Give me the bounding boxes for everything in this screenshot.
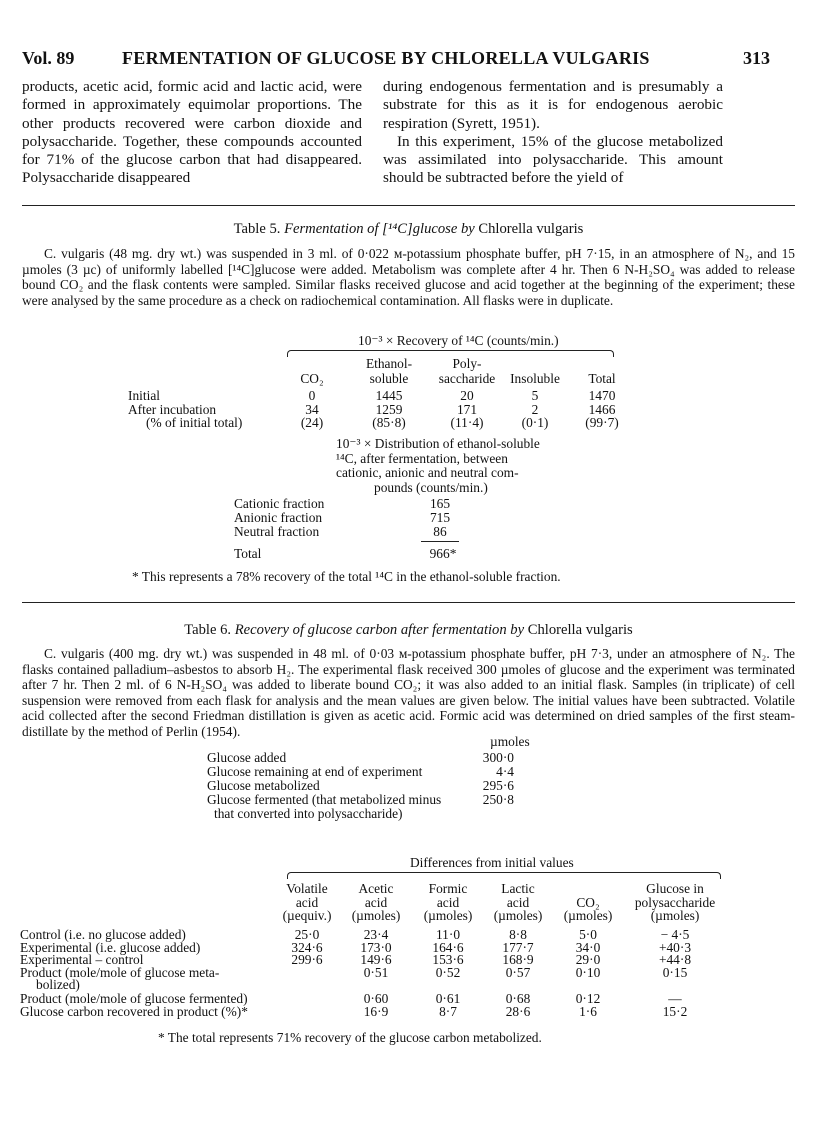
table5-row-label: After incubation xyxy=(128,401,217,417)
table6-cell: 177·7 xyxy=(502,939,534,955)
table6-cell: 0·15 xyxy=(662,965,688,981)
table6-col-header: (µmoles) xyxy=(563,908,613,923)
table5-cell: 1470 xyxy=(588,388,616,403)
table6-cell: 0·10 xyxy=(575,965,601,981)
table5-group-header: 10⁻³ × Recovery of ¹⁴C (counts/min.) xyxy=(358,333,559,348)
table6-cell: 25·0 xyxy=(294,927,320,942)
table5-dist-label: Neutral fraction xyxy=(234,524,320,539)
table5-dist-value: 86 xyxy=(433,524,447,539)
table5-dist-header: pounds (counts/min.) xyxy=(374,479,488,495)
running-title: FERMENTATION OF GLUCOSE BY CHLORELLA VULGARIS xyxy=(122,48,650,68)
table5-row-label: (% of initial total) xyxy=(146,415,243,430)
table6-row-label: Glucose carbon recovered in product (%)* xyxy=(20,1003,248,1019)
sum-rule xyxy=(421,541,459,542)
table6-row-label: Control (i.e. no glucose added) xyxy=(20,927,186,942)
body-column-right xyxy=(383,78,723,188)
table6-col-header: (µmoles) xyxy=(423,908,473,923)
section-rule xyxy=(22,205,795,206)
page-number: 313 xyxy=(743,48,770,68)
table6-glucose-label: that converted into polysaccharide) xyxy=(214,805,403,821)
table5-cell: 34 xyxy=(305,401,319,417)
table6-col-header: CO₂ xyxy=(576,894,600,910)
table6-cell: 29·0 xyxy=(575,952,601,968)
table6-cell: − 4·5 xyxy=(660,927,690,942)
table6-cell: 0·12 xyxy=(575,991,601,1007)
table6-cell: 168·9 xyxy=(502,952,534,968)
table6-cell: 8·8 xyxy=(509,927,527,942)
table6-cell: 0·60 xyxy=(363,991,389,1007)
body-column-left xyxy=(22,78,362,188)
table5-cell: 5 xyxy=(531,388,539,403)
table6-cell: 16·9 xyxy=(363,1003,389,1019)
table6-cell: 8·7 xyxy=(439,1003,457,1019)
table6-row-label: Product (mole/mole of glucose meta- xyxy=(20,965,220,981)
table6-glucose-label: Glucose fermented (that metabolized minus xyxy=(207,792,442,807)
table5-col-header: soluble xyxy=(369,371,409,386)
table5-col-header: Ethanol- xyxy=(365,356,413,371)
table6-cell: 173·0 xyxy=(360,939,392,955)
table6-cell: — xyxy=(668,991,682,1007)
table5-col-header: saccharide xyxy=(438,371,496,386)
table6-row-label: bolized) xyxy=(36,977,80,993)
table6-col-header: (µequiv.) xyxy=(282,908,332,923)
table6-cell: 299·6 xyxy=(291,952,323,968)
table6-cell: 15·2 xyxy=(662,1003,688,1019)
table6-glucose-value: 250·8 xyxy=(482,792,514,807)
table6-cell: 28·6 xyxy=(505,1003,531,1019)
table6-cell: 0·52 xyxy=(435,965,461,981)
table6-glucose-value: 300·0 xyxy=(482,750,514,765)
table6-col-header: (µmoles) xyxy=(351,908,401,923)
table6-cell: 324·6 xyxy=(291,939,323,955)
table5-cell: 1466 xyxy=(588,401,616,417)
table6-glucose-value: 295·6 xyxy=(482,778,514,793)
table5-footnote: * This represents a 78% recovery of the total ¹⁴C in the ethanol-soluble fraction. xyxy=(132,569,561,584)
table5-dist-label: Anionic fraction xyxy=(234,510,323,525)
table6-unit-header: µmoles xyxy=(490,734,530,749)
table5-cell: (99·7) xyxy=(585,415,619,430)
table5-caption: Table 5. Fermentation of [¹⁴C]glucose by Chlorella vulgaris xyxy=(233,221,584,237)
table6-col-header: acid xyxy=(506,894,530,910)
table6-group-header: Differences from initial values xyxy=(410,855,574,870)
table6-cell: 1·6 xyxy=(579,1003,597,1019)
table5-dist-value: 165 xyxy=(429,496,451,511)
section-rule xyxy=(22,602,795,603)
table6-col-header: acid xyxy=(436,894,460,910)
table5-note: C. vulgaris (48 mg. dry wt.) was suspended in 3 ml. of 0·022 м-potassium phosphate buffer, pH 7·15, in an atmosphere of N₂, and 15 µmoles (3 µc) of uniformly labelled [¹⁴C]glucose were added. Metabolism was complete after 4 hr. Then 6 N-H₂SO₄ was added to release bound CO₂ and the flask contents were sampled. Similar flasks received glucose and acid together at the beginning of the experiment; these were analysed by the same procedure as a check on radiochemical contamination. All flasks were in duplicate. xyxy=(22,246,795,308)
table5-total-label: Total xyxy=(234,546,262,561)
table5-dist-label: Cationic fraction xyxy=(234,496,325,511)
table6-brace xyxy=(287,872,721,879)
table6-row-label: Product (mole/mole of glucose fermented) xyxy=(20,991,248,1007)
table6-col-header: Glucose in xyxy=(646,881,704,896)
table5-col-header: Poly- xyxy=(452,356,482,371)
table6-cell: 5·0 xyxy=(579,927,597,942)
table5-cell: 171 xyxy=(456,401,478,417)
table6-note: C. vulgaris (400 mg. dry wt.) was suspended in 48 ml. of 0·03 м-potassium phosphate buffer, pH 7·3, under an atmosphere of N₂. The flasks contained palladium–asbestos to absorb H₂. The experimental flask received 300 µmoles of glucose and the experiment was terminated after 7 hr. Then 2 ml. of 6 N-H₂SO₄ was added to liberate bound CO₂; it was also added to an initial flask. Samples (in triplicate) of cell suspension were removed from each flask for analysis and the mean values are given below. The initial values have been subtracted. Volatile acid collected after the second Friedman distillation is given as acetic acid. Formic acid was determined on dried samples of the first steam-distillate by the method of Perlin (1954). xyxy=(22,646,795,739)
table6-row-label: Experimental – control xyxy=(20,952,144,968)
table6-col-header: (µmoles) xyxy=(650,908,700,923)
table5-cell: (24) xyxy=(300,415,324,430)
table5-cell: 2 xyxy=(531,401,539,417)
table6-col-header: (µmoles) xyxy=(493,908,543,923)
table5-cell: 20 xyxy=(460,388,474,403)
table6-col-header: Acetic xyxy=(358,881,394,896)
table5-cell: (0·1) xyxy=(521,415,549,430)
table6-row-label: Experimental (i.e. glucose added) xyxy=(20,939,201,955)
table5-dist-header: 10⁻³ × Distribution of ethanol-soluble xyxy=(336,436,540,451)
table5-cell: (85·8) xyxy=(372,415,406,430)
body-paragraph: In this experiment, 15% of the glucose metabolized was assimilated into polysaccharide. This amount should be subtracted before the yield of xyxy=(383,132,723,187)
body-paragraph: products, acetic acid, formic acid and lactic acid, were formed in approximately equimolar proportions. The other products recovered were carbon dioxide and polysaccharide. Together, these compounds accounted for 71% of the glucose carbon that had disappeared. Polysaccharide disappeared xyxy=(22,78,362,187)
table5-cell: 0 xyxy=(308,388,316,403)
table5-dist-header: ¹⁴C, after fermentation, between xyxy=(336,450,508,466)
table6-cell: 149·6 xyxy=(360,952,392,968)
table5-cell: (11·4) xyxy=(450,415,484,430)
table5-col-header: CO₂ xyxy=(300,371,324,386)
table6-caption: Table 6. Recovery of glucose carbon after fermentation by Chlorella vulgaris xyxy=(184,622,633,638)
table6-glucose-value: 4·4 xyxy=(496,764,514,779)
table5-cell: 1259 xyxy=(375,401,403,417)
table6-cell: 34·0 xyxy=(575,939,601,955)
table5-col-header: Insoluble xyxy=(510,371,560,386)
body-paragraph: during endogenous fermentation and is presumably a substrate for this as it is for endogenous aerobic respiration (Syrett, 1951). xyxy=(383,78,723,132)
table6-glucose-label: Glucose remaining at end of experiment xyxy=(207,764,423,779)
table5-total-value: 966* xyxy=(429,546,457,561)
table6-cell: 11·0 xyxy=(435,927,461,942)
table6-col-header: Volatile xyxy=(286,881,328,896)
table6-glucose-label: Glucose added xyxy=(207,750,287,765)
table6-cell: +44·8 xyxy=(658,952,692,968)
table6-col-header: polysaccharide xyxy=(634,894,716,910)
table5-col-header: Total xyxy=(588,371,616,386)
table6-col-header: Formic xyxy=(428,881,468,896)
volume-label: Vol. 89 xyxy=(22,48,75,68)
table6-glucose-label: Glucose metabolized xyxy=(207,778,320,793)
table6-col-header: acid xyxy=(364,894,388,910)
table5-cell: 1445 xyxy=(375,388,403,403)
table6-col-header: Lactic xyxy=(501,881,535,896)
table6-cell: 153·6 xyxy=(432,952,464,968)
table6-cell: 0·61 xyxy=(435,991,461,1007)
table5-dist-header: cationic, anionic and neutral com- xyxy=(336,465,519,480)
table6-footnote: * The total represents 71% recovery of the glucose carbon metabolized. xyxy=(158,1030,542,1045)
table5-row-label: Initial xyxy=(128,388,160,403)
table6-cell: 23·4 xyxy=(363,927,389,942)
table5-dist-value: 715 xyxy=(429,510,451,525)
table6-col-header: acid xyxy=(295,894,319,910)
table6-cell: 164·6 xyxy=(432,939,464,955)
table6-cell: 0·51 xyxy=(363,965,389,981)
table6-cell: 0·68 xyxy=(505,991,531,1007)
table6-cell: 0·57 xyxy=(505,965,531,981)
table6-cell: +40·3 xyxy=(658,939,692,955)
